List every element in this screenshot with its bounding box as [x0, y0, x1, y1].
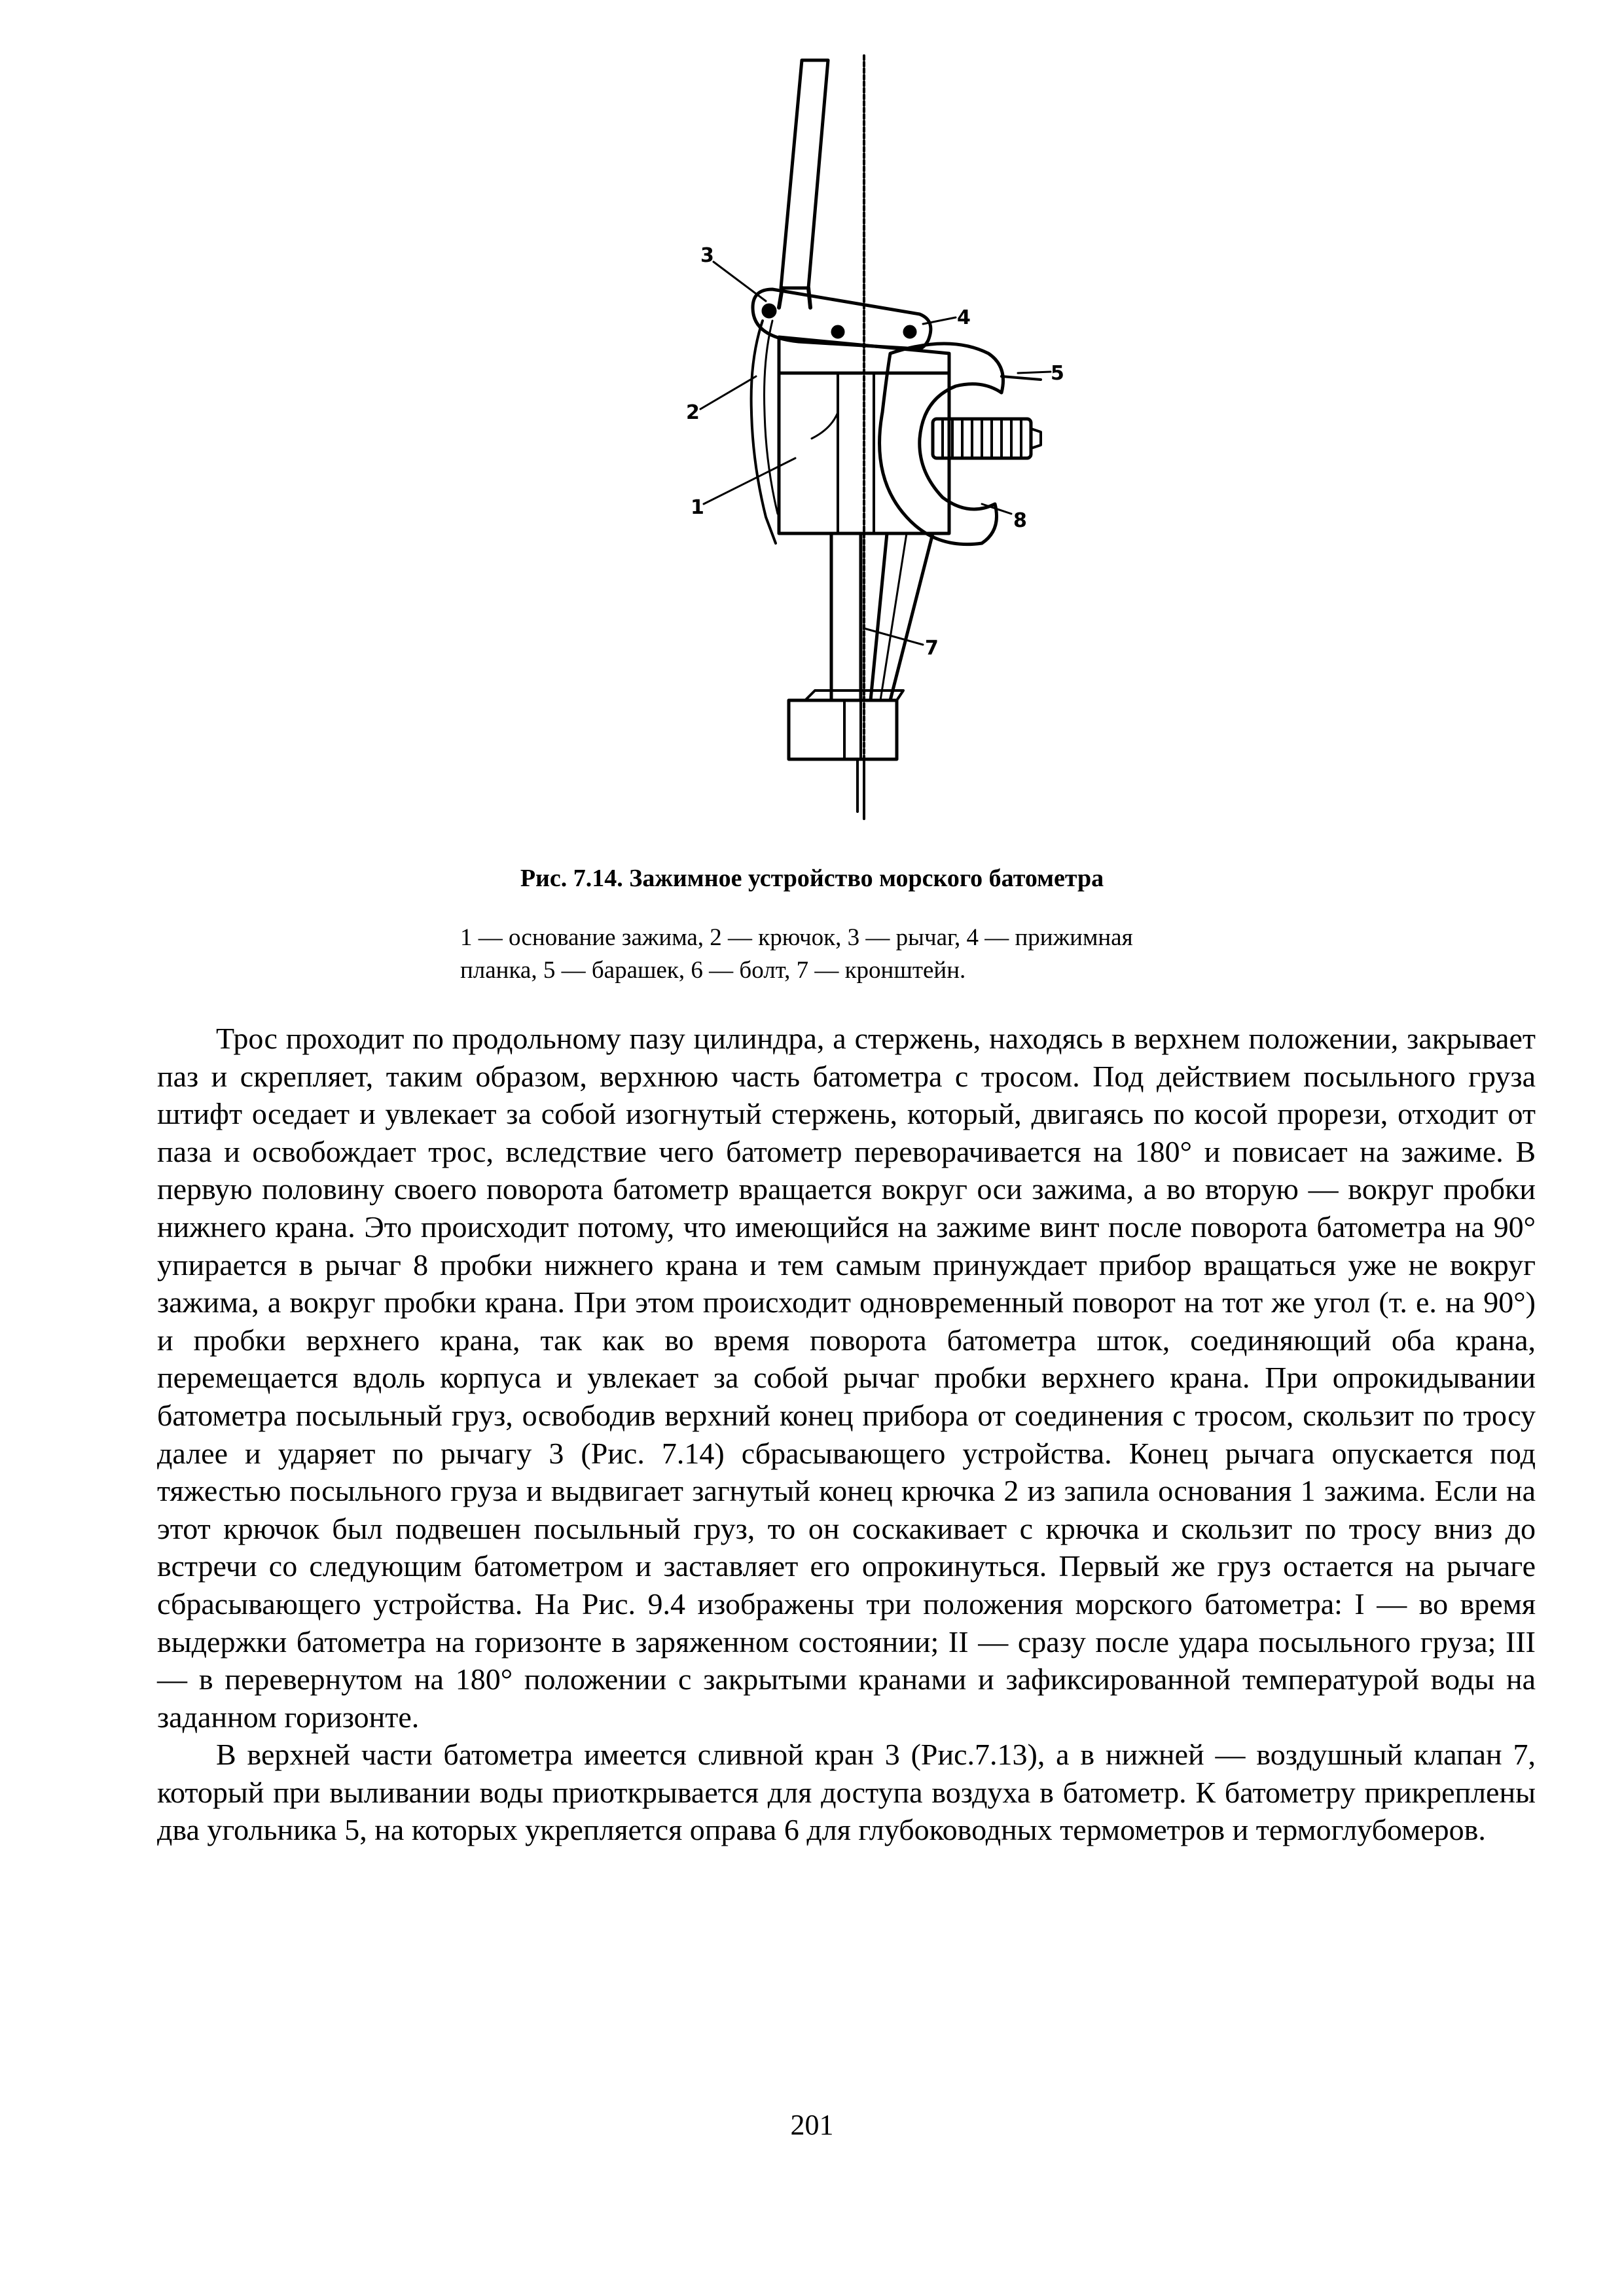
figure-label: 7: [925, 637, 939, 660]
leader-3: [713, 262, 766, 301]
leader-1: [704, 458, 795, 504]
figure-label: 5: [1051, 362, 1064, 385]
leader-2: [700, 376, 756, 409]
leader-5: [1018, 372, 1051, 373]
figure-label: 1: [691, 496, 704, 519]
paragraph: В верхней части батометра имеется сливной кран 3 (Рис.7.13), а в нижней — воздушный клапан 7, который при выливании воды приоткрывается для доступа воздуха в батометр. К батометру прикреплены два угольника 5, на которых укрепляется оправа 6 для глубоководных термометров и термоглубомеров.: [157, 1738, 1536, 1847]
body-text: [157, 1020, 1536, 1849]
figure-label: 4: [957, 306, 971, 329]
lower-rod: [831, 533, 861, 700]
legend-line-2: планка, 5 — барашек, 6 — болт, 7 — кронштейн.: [460, 957, 966, 984]
upper-rod: [781, 60, 828, 288]
lower-block: [789, 700, 897, 759]
figure-label: 3: [700, 244, 714, 267]
figure-label: 8: [1013, 509, 1027, 532]
figure-caption-legend: [460, 922, 1311, 987]
hook-2: [751, 321, 776, 543]
figure-caption-title: Рис. 7.14. Зажимное устройство морского батометра: [520, 865, 1104, 892]
page-number: 201: [790, 2109, 834, 2141]
paragraph: Трос проходит по продольному пазу цилиндра, а стержень, находясь в верхнем положении, закрывает паз и скрепляет, таким образом, верхнюю часть батометра с тросом. Под действием посыльного груза штифт оседает и увлекает за собой изогнутый стержень, который, двигаясь по косой прорези, отходит от паза и освобождает трос, вследствие чего батометр переворачивается на 180° и повисает на зажиме. В первую половину своего поворота батометр вращается вокруг оси зажима, а во вторую — вокруг пробки нижнего крана. Это происходит потому, что имеющийся на зажиме винт после поворота батометра на 90° упирается в рычаг 8 пробки нижнего крана и тем самым принуждает прибор вращаться уже не вокруг зажима, а вокруг пробки крана. При этом происходит одновременный поворот на тот же угол (т. е. на 90°) и пробки верхнего крана, так как во время поворота батометра шток, соединяющий оба крана, перемещается вдоль корпуса и увлекает за собой рычаг пробки верхнего крана. При опрокидывании батометра посыльный груз, освободив верхний конец прибора от соединения с тросом, скользит по тросу далее и ударяет по рычагу 3 (Рис. 7.14) сбрасывающего устройства. Конец рычага опускается под тяжестью посыльного груза и выдвигает загнутый конец крючка 2 из запила основания 1 зажима. Если на этот крючок был подвешен посыльный груз, то он соскакивает с крючка и скользит по тросу вниз до встречи со следующим батометром и заставляет его опрокинуться. Первый же груз остается на рычаге сбрасывающего устройства. На Рис. 9.4 изображены три положения морского батометра: I — во время выдержки батометра на горизонте в заряженном состоянии; II — сразу после удара посыльного груза; III — в перевернутом на 180° положении с закрытыми кранами и зафиксированной температурой воды на заданном горизонте.: [157, 1022, 1536, 1734]
clamp-device-figure: [674, 46, 1100, 838]
leader-7: [864, 628, 923, 645]
legend-line-1: 1 — основание зажима, 2 — крючок, 3 — рычаг, 4 — прижимная: [460, 924, 1133, 951]
clamp-device-drawing: [674, 46, 1100, 838]
figure-label: 2: [686, 401, 700, 424]
